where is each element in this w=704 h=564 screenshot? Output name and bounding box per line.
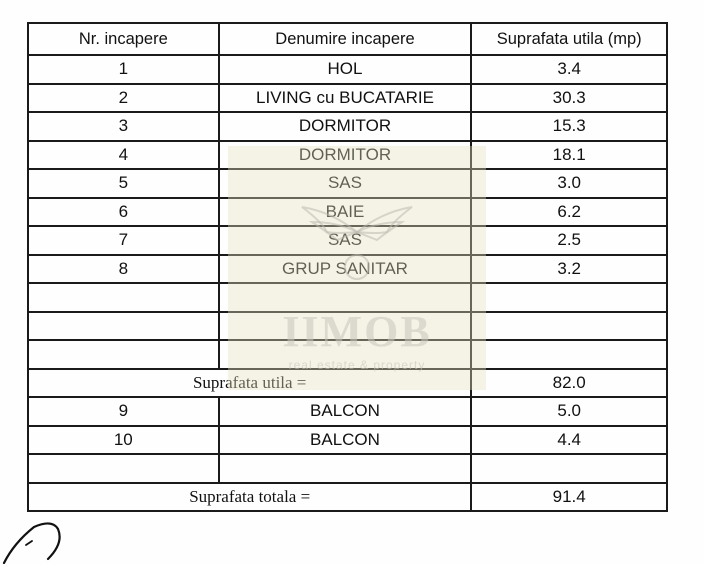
room-name: HOL [219, 55, 472, 84]
table-row [28, 198, 667, 227]
empty-cell [219, 340, 472, 369]
room-name: LIVING cu BUCATARIE [219, 84, 472, 113]
table-row [28, 55, 667, 84]
room-area: 3.0 [471, 169, 667, 198]
grand-total-value: 91.4 [471, 483, 667, 512]
table-row [28, 226, 667, 255]
room-number: 2 [28, 84, 219, 113]
room-number: 3 [28, 112, 219, 141]
empty-cell [219, 312, 472, 341]
useful-total-label: Suprafata utila = [28, 369, 471, 398]
empty-row [28, 454, 667, 483]
room-area: 18.1 [471, 141, 667, 170]
room-area: 6.2 [471, 198, 667, 227]
empty-cell [471, 312, 667, 341]
empty-row [28, 312, 667, 341]
room-number: 6 [28, 198, 219, 227]
room-number: 1 [28, 55, 219, 84]
table-row [28, 112, 667, 141]
watermark-tagline: real estate & property [288, 358, 426, 372]
room-area: 15.3 [471, 112, 667, 141]
empty-cell [28, 312, 219, 341]
empty-row [28, 283, 667, 312]
useful-total-row [28, 369, 667, 398]
empty-cell [219, 283, 472, 312]
balcony-row [28, 397, 667, 426]
header-useful-area: Suprafata utila (mp) [471, 23, 667, 55]
watermark-logo: IIMOB [282, 307, 432, 356]
room-name: BALCON [219, 397, 472, 426]
empty-cell [471, 283, 667, 312]
signature-mark [0, 505, 80, 564]
room-area: 30.3 [471, 84, 667, 113]
room-area-table [27, 22, 668, 512]
room-name: SAS [219, 226, 472, 255]
room-number: 8 [28, 255, 219, 284]
table-header-row [28, 23, 667, 55]
room-name: DORMITOR [219, 141, 472, 170]
empty-cell [471, 340, 667, 369]
room-number: 10 [28, 426, 219, 455]
table-row [28, 84, 667, 113]
empty-cell [471, 454, 667, 483]
room-area: 3.4 [471, 55, 667, 84]
empty-row [28, 340, 667, 369]
room-number: 5 [28, 169, 219, 198]
room-name: GRUP SANITAR [219, 255, 472, 284]
table-row [28, 255, 667, 284]
grand-total-label: Suprafata totala = [28, 483, 471, 512]
empty-cell [219, 454, 472, 483]
empty-cell [28, 340, 219, 369]
room-area: 3.2 [471, 255, 667, 284]
empty-cell [28, 454, 219, 483]
room-area: 4.4 [471, 426, 667, 455]
room-area: 2.5 [471, 226, 667, 255]
room-name: SAS [219, 169, 472, 198]
balcony-row [28, 426, 667, 455]
room-name: BAIE [219, 198, 472, 227]
room-name: DORMITOR [219, 112, 472, 141]
table-row [28, 169, 667, 198]
room-number: 9 [28, 397, 219, 426]
useful-total-value: 82.0 [471, 369, 667, 398]
room-area: 5.0 [471, 397, 667, 426]
grand-total-row [28, 483, 667, 512]
room-number: 4 [28, 141, 219, 170]
room-number: 7 [28, 226, 219, 255]
header-room-number: Nr. incapere [28, 23, 219, 55]
room-name: BALCON [219, 426, 472, 455]
table-row [28, 141, 667, 170]
empty-cell [28, 283, 219, 312]
header-room-name: Denumire incapere [219, 23, 472, 55]
